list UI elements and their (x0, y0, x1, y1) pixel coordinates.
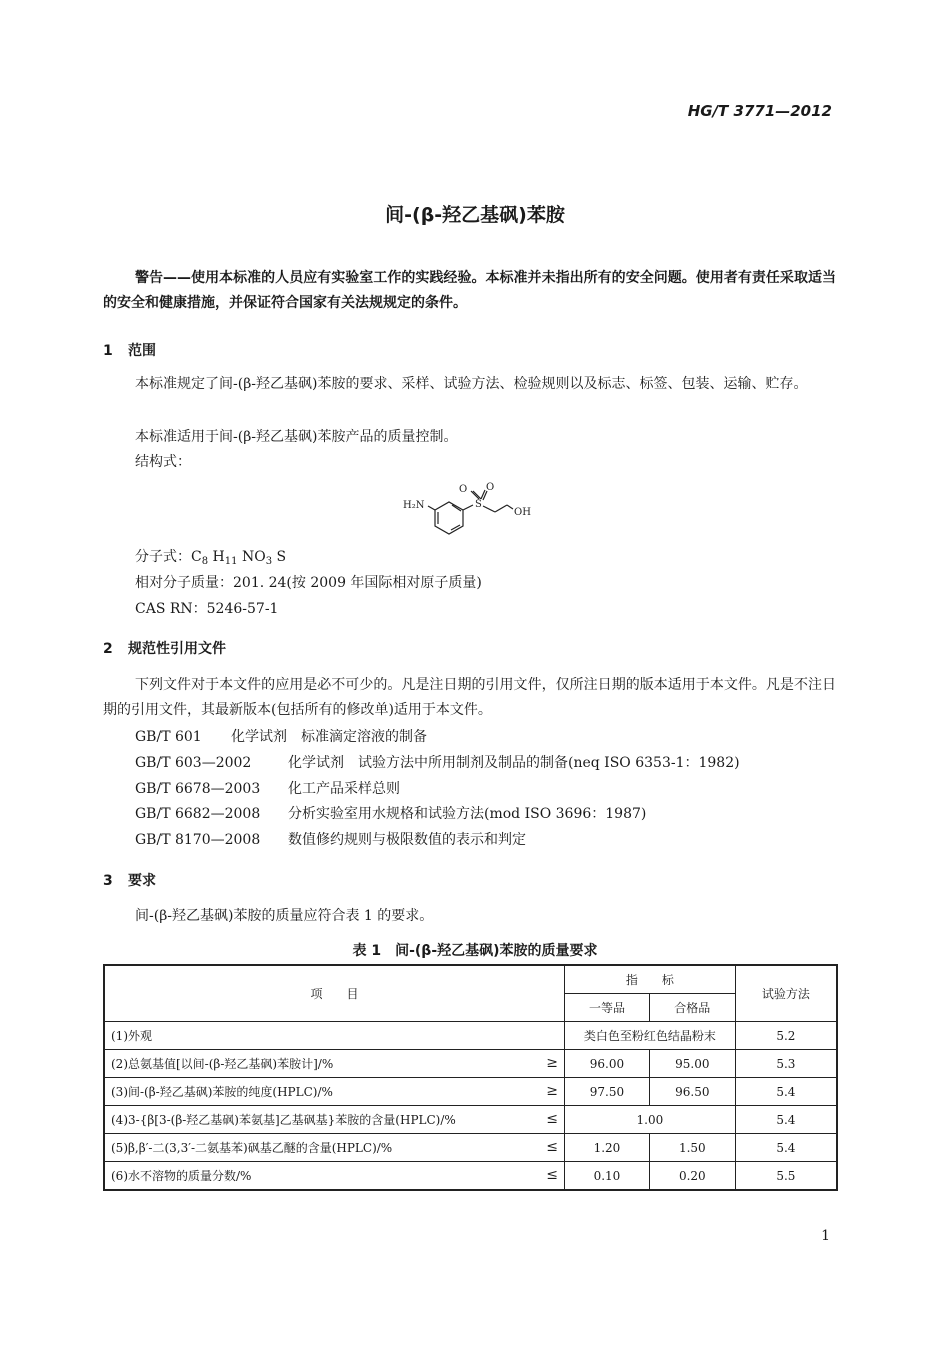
row-first-grade: 1.20 (565, 1134, 650, 1162)
row-operator: ≤ (546, 1111, 559, 1127)
amino-group-label: H₂N (403, 500, 425, 511)
section-3-intro: 间-(β-羟乙基砜)苯胺的质量应符合表 1 的要求。 (135, 908, 434, 924)
header-index: 指 标 (565, 965, 736, 994)
row-value-merged: 类白色至粉红色结晶粉末 (565, 1022, 736, 1050)
row-item (104, 1106, 565, 1134)
table-header-row (104, 965, 837, 994)
section-1-para-3: 结构式： (135, 454, 191, 470)
oxygen-label-1: O (459, 484, 468, 495)
row-item (104, 1050, 565, 1078)
formula-h: H (208, 549, 225, 565)
formula-o-count: 3 (265, 556, 273, 567)
section-title: 范围 (128, 343, 156, 359)
row-qualified-grade: 1.50 (649, 1134, 735, 1162)
table-row (104, 1022, 837, 1050)
row-first-grade: 0.10 (565, 1162, 650, 1191)
warning-paragraph: 警告——使用本标准的人员应有实验室工作的实践经验。本标准并未指出所有的安全问题。使用者有责任采取适当的安全和健康措施，并保证符合国家有关法规规定的条件。 (103, 270, 836, 311)
section-1-heading (103, 340, 156, 360)
row-operator: ≤ (546, 1167, 559, 1183)
table-row (104, 1134, 837, 1162)
row-item-text: (1)外观 (111, 1029, 152, 1043)
section-3-heading (103, 870, 156, 890)
reference-item (135, 803, 646, 823)
reference-item (135, 726, 427, 746)
reference-title: 分析实验室用水规格和试验方法(mod ISO 3696：1987) (288, 806, 647, 822)
row-item (104, 1022, 565, 1050)
reference-title: 化工产品采样总则 (288, 781, 400, 797)
section-2-heading (103, 638, 226, 658)
formula-c-count: 8 (201, 556, 209, 567)
row-operator: ≤ (546, 1139, 559, 1155)
row-operator: ≥ (546, 1083, 559, 1099)
cas-number: CAS RN：5246-57-1 (135, 601, 279, 617)
section-1-para-1: 本标准规定了间-(β-羟乙基砜)苯胺的要求、采样、试验方法、检验规则以及标志、标签、包装、运输、贮存。 (135, 376, 808, 392)
row-method: 5.4 (735, 1078, 837, 1106)
table-row (104, 1050, 837, 1078)
row-method: 5.3 (735, 1050, 837, 1078)
formula-h-count: 11 (224, 556, 238, 567)
table-row (104, 1078, 837, 1106)
row-item-text: (3)间-(β-羟乙基砜)苯胺的纯度(HPLC)/% (111, 1085, 333, 1099)
oxygen-label-2: O (486, 482, 495, 493)
benzene-ring (435, 502, 463, 534)
section-title: 要求 (128, 873, 156, 889)
formula-no: NO (237, 549, 266, 565)
reference-item (135, 752, 740, 772)
row-method: 5.5 (735, 1162, 837, 1191)
reference-item (135, 829, 526, 849)
reference-item (135, 778, 400, 798)
reference-code: GB/T 6678—2003 (135, 781, 261, 797)
row-first-grade: 96.00 (565, 1050, 650, 1078)
reference-code: GB/T 603—2002 (135, 755, 252, 771)
row-item-text: (4)3-{β[3-(β-羟乙基砜)苯氨基]乙基砜基}苯胺的含量(HPLC)/% (111, 1113, 456, 1127)
table-row (104, 1162, 837, 1191)
section-2-intro: 下列文件对于本文件的应用是必不可少的。凡是注日期的引用文件，仅所注日期的版本适用于本文件。凡是不注日期的引用文件，其最新版本(包括所有的修改单)适用于本文件。 (103, 677, 836, 718)
reference-title: 化学试剂 标准滴定溶液的制备 (231, 729, 427, 745)
hydroxyl-label: OH (514, 507, 531, 518)
row-item-text: (2)总氨基值[以间-(β-羟乙基砜)苯胺计]/% (111, 1057, 334, 1071)
row-item-text: (6)水不溶物的质量分数/% (111, 1169, 252, 1183)
header-qualified-grade: 合格品 (649, 994, 735, 1022)
molecular-mass: 相对分子质量：201. 24(按 2009 年国际相对原子质量) (135, 575, 482, 591)
reference-code: GB/T 6682—2008 (135, 806, 261, 822)
row-item (104, 1162, 565, 1191)
section-1-para-2: 本标准适用于间-(β-羟乙基砜)苯胺产品的质量控制。 (135, 429, 458, 445)
structural-formula (395, 478, 555, 548)
molecular-formula (135, 546, 286, 567)
row-method: 5.4 (735, 1106, 837, 1134)
table-caption: 表 1 间-(β-羟乙基砜)苯胺的质量要求 (352, 943, 598, 959)
formula-s: S (272, 549, 287, 565)
row-value-merged: 1.00 (565, 1106, 736, 1134)
section-number: 3 (103, 873, 113, 889)
row-qualified-grade: 96.50 (649, 1078, 735, 1106)
reference-title: 化学试剂 试验方法中所用制剂及制品的制备(neq ISO 6353-1：1982) (288, 755, 740, 771)
row-item (104, 1078, 565, 1106)
standard-number: HG/T 3771—2012 (687, 102, 832, 120)
row-item (104, 1134, 565, 1162)
row-qualified-grade: 95.00 (649, 1050, 735, 1078)
page-number: 1 (821, 1228, 830, 1244)
header-item: 项 目 (104, 965, 565, 1022)
formula-c: C (191, 549, 202, 565)
sulfur-label: S (475, 499, 482, 510)
header-method: 试验方法 (735, 965, 837, 1022)
reference-code: GB/T 8170—2008 (135, 832, 261, 848)
reference-code: GB/T 601 (135, 729, 202, 745)
row-method: 5.2 (735, 1022, 837, 1050)
section-number: 1 (103, 343, 113, 359)
header-first-grade: 一等品 (565, 994, 650, 1022)
doc-title: 间-(β-羟乙基砜)苯胺 (385, 204, 565, 226)
section-title: 规范性引用文件 (128, 641, 226, 657)
row-method: 5.4 (735, 1134, 837, 1162)
reference-title: 数值修约规则与极限数值的表示和判定 (288, 832, 526, 848)
formula-label: 分子式： (135, 549, 191, 565)
quality-requirements-table (103, 964, 838, 1191)
section-number: 2 (103, 641, 113, 657)
table-row (104, 1106, 837, 1134)
row-item-text: (5)β,β′-二(3,3′-二氨基苯)砜基乙醚的含量(HPLC)/% (111, 1141, 393, 1155)
row-qualified-grade: 0.20 (649, 1162, 735, 1191)
row-first-grade: 97.50 (565, 1078, 650, 1106)
row-operator: ≥ (546, 1055, 559, 1071)
